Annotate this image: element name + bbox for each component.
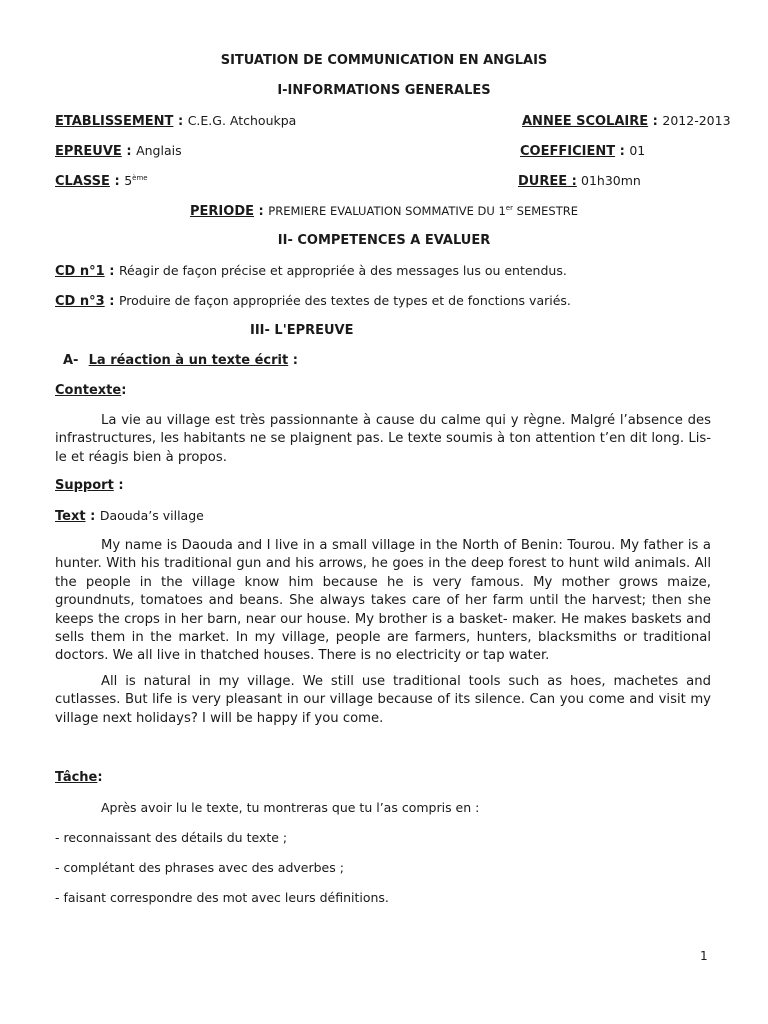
cd1-row: CD n°1 : Réagir de façon précise et appropriée à des messages lus ou entendus. (55, 263, 567, 279)
tache-intro: Après avoir lu le texte, tu montreras que tu l’as compris en : (101, 800, 480, 815)
section-a-title: La réaction à un texte écrit (88, 353, 289, 368)
annee-row: ANNEE SCOLAIRE : 2012-2013 (522, 113, 731, 129)
duree-label: DUREE (518, 174, 568, 189)
periode-value-end: SEMESTRE (512, 204, 578, 218)
cd1-label: CD n°1 (55, 264, 105, 279)
duree-value: 01h30mn (581, 173, 641, 188)
task-item: - faisant correspondre des mot avec leurs définitions. (55, 890, 389, 905)
section-general-info-heading: I-INFORMATIONS GENERALES (277, 83, 491, 98)
section-a-heading: A- La réaction à un texte écrit : (63, 353, 298, 368)
etablissement-value: C.E.G. Atchoukpa (187, 113, 297, 128)
story-paragraph-1: My name is Daouda and I live in a small village in the North of Benin: Tourou. My father is a hunter. With his traditional gun and his arrows, he goes in the deep forest to hunt wild animals. All the people in the village know him because he is very famous. My mother grows maize, groundnuts, tomatoes and beans. She always takes care of her farm until the harvest; then she keeps the crops in her barn, near our house. My brother is a basket- maker. He makes baskets and sells them in the market. In my village, people are farmers, hunters, blacksmiths or traditional doctors. We all live in thatched houses. There is no electricity or tap water. (55, 538, 711, 664)
cd3-row: CD n°3 : Produire de façon appropriée des textes de types et de fonctions variés. (55, 293, 571, 309)
etablissement-row: ETABLISSEMENT : C.E.G. Atchoukpa (55, 113, 297, 129)
duree-row: DUREE : 01h30mn (518, 173, 641, 189)
cd3-text: Produire de façon appropriée des textes de types et de fonctions variés. (118, 293, 571, 308)
epreuve-row: EPREUVE : Anglais (55, 143, 182, 159)
etablissement-label: ETABLISSEMENT (55, 114, 174, 129)
classe-label: CLASSE (55, 174, 110, 189)
contexte-label: Contexte (55, 383, 122, 398)
classe-value: 5 (124, 173, 133, 188)
periode-value: PREMIERE EVALUATION SOMMATIVE DU 1 (268, 204, 506, 218)
cd3-label: CD n°3 (55, 294, 105, 309)
task-item: - reconnaissant des détails du texte ; (55, 830, 288, 845)
task-item: - complétant des phrases avec des adverbes ; (55, 860, 344, 875)
document-title: SITUATION DE COMMUNICATION EN ANGLAIS (220, 53, 548, 68)
text-label: Text (55, 509, 86, 524)
text-title: Daouda’s village (99, 508, 204, 523)
classe-row: CLASSE : 5ème (55, 173, 148, 189)
contexte-heading: Contexte: (55, 383, 127, 398)
coefficient-label: COEFFICIENT (520, 144, 616, 159)
story-paragraph-2: All is natural in my village. We still use traditional tools such as hoes, machetes and cutlasses. But life is very pleasant in our village because of its silence. Can you come and visit my village next holidays? I will be happy if you come. (55, 674, 711, 726)
section-a-prefix: A- (63, 353, 79, 368)
page-number: 1 (700, 949, 708, 963)
periode-superscript: er (505, 204, 513, 212)
tache-label: Tâche (55, 770, 98, 785)
classe-superscript: ème (132, 174, 148, 182)
contexte-paragraph: La vie au village est très passionnante à cause du calme qui y règne. Malgré l’absence des infrastructures, les habitants ne se plaignent pas. Le texte soumis à ton attention t’en dit long. Lis-le et réagis bien à propos. (55, 413, 711, 465)
coefficient-row: COEFFICIENT : 01 (520, 143, 646, 159)
periode-row: PERIODE : PREMIERE EVALUATION SOMMATIVE DU 1er SEMESTRE (190, 204, 578, 219)
epreuve-heading: III- L'EPREUVE (250, 323, 354, 338)
annee-label: ANNEE SCOLAIRE (522, 114, 649, 129)
cd1-text: Réagir de façon précise et appropriée à des messages lus ou entendus. (118, 263, 567, 278)
epreuve-label: EPREUVE (55, 144, 122, 159)
epreuve-value: Anglais (136, 143, 182, 158)
support-heading: Support : (55, 478, 124, 493)
tache-heading: Tâche: (55, 770, 103, 785)
support-label: Support (55, 478, 114, 493)
periode-label: PERIODE (190, 204, 254, 219)
annee-value: 2012-2013 (662, 113, 731, 128)
coefficient-value: 01 (629, 143, 646, 158)
text-heading: Text : Daouda’s village (55, 508, 204, 524)
competences-heading: II- COMPETENCES A EVALUER (277, 233, 491, 248)
